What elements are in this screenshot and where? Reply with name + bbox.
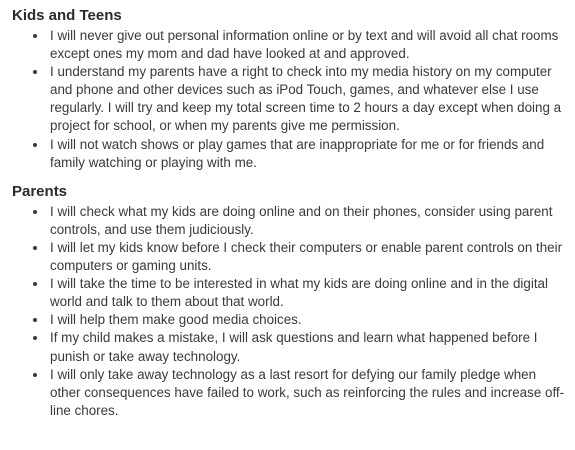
list-item [12,203,568,239]
list-item [12,63,568,135]
list-item-text: I will check what my kids are doing online and on their phones, consider using parent controls, and use them judiciously. [50,203,553,237]
kids-section-title: Kids and Teens [12,7,122,24]
list-item-text: I will help them make good media choices. [50,312,302,328]
bullet-icon [33,34,37,38]
list-item-text: I will only take away technology as a last resort for defying our family pledge when other consequences have failed to work, such as reinforcing the rules and increase off-line chores. [50,366,565,418]
bullet-icon [33,210,37,214]
list-item-text: If my child makes a mistake, I will ask questions and learn what happened before I punish or take away technology. [50,330,538,364]
list-item [12,27,568,63]
parents-pledge-list [12,203,568,420]
list-item-text: I will not watch shows or play games that are inappropriate for me or for friends and family watching or playing with me. [50,136,545,170]
bullet-icon [33,70,37,74]
bullet-icon [33,336,37,340]
kids-pledge-list [12,27,568,172]
list-item-text: I will take the time to be interested in what my kids are doing online and in the digital world and talk to them about that world. [50,276,548,310]
list-item [12,136,568,172]
bullet-icon [33,373,37,377]
bullet-icon [33,318,37,322]
list-item [12,366,568,420]
list-item [12,329,568,365]
list-item [12,311,568,329]
pledge-document [12,6,568,420]
parents-section-title: Parents [12,182,68,200]
bullet-icon [33,246,37,250]
bullet-icon [33,282,37,286]
bullet-icon [33,143,37,147]
list-item-text: I will never give out personal information online or by text and will avoid all chat rooms except ones my mom and dad have looked at and approved. [50,28,559,62]
list-item-text: I understand my parents have a right to check into my media history on my computer and phone and other devices such as iPod Touch, games, and whatever else I use regularly. I will try and keep my total screen time to 2 hours a day except when doing a project for school, or when my parents give me permission. [50,64,562,134]
list-item-text: I will let my kids know before I check their computers or enable parent controls on their computers or gaming units. [50,239,563,274]
list-item [12,275,568,311]
list-item [12,239,568,275]
